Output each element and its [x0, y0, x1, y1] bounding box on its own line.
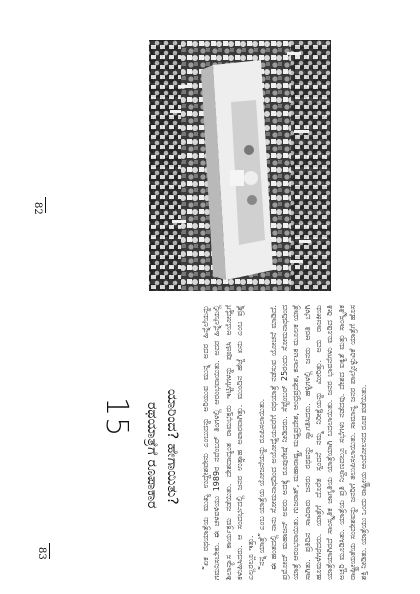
- folio-rule-right: [49, 543, 50, 559]
- chapter-number: 15: [99, 397, 134, 438]
- crowd-photograph: [149, 40, 331, 291]
- chapter-title-line-2: ಯಾರಿಂದ? ಹೇಗಾಯಿತು?: [164, 389, 180, 505]
- chapter-title-line-1: ರಥಯಾತ್ರೆಗೆ ರೂಪಾಕಾರ: [144, 402, 160, 509]
- folio-rule-left: [45, 197, 46, 213]
- chapter-body: [200, 305, 378, 580]
- photo-image: [149, 40, 331, 291]
- page-number-right: 83: [36, 547, 47, 560]
- body-paragraph: “ಏಕ ರಥಯಾತ್ರೆಯ ಮುಖ್ಯ ಉದ್ದೇಶವೇನು ಎಂಬುದನ್ನು ಅರಿಯುವ ಮುನ್ನ ಅದರ ಹಿನ್ನೆಲೆಯನ್ನು ಗಮನಿಸಬೇಕು. ಈ ಚಳವಳಿಯು 1989ರ ನವೆಂಬರ್ ತಿಂಗಳಲ್ಲಿ ಆರಂಭವಾಯಿತು. ಅದರ ಹಿನ್ನೆಲೆಯಲ್ಲಿ ಶಿಲಾನ್ಯಾಸ ಕಾರ್ಯಕ್ರಮ ನಡೆಯಿತು. ದೇಶದಾದ್ಯಂತ ರಾಮಭಕ್ತರು ಇಟ್ಟಿಗೆಗಳನ್ನು ಪೂಜಿಸಿ ಅಯೋಧ್ಯೆಗೆ ಕಳುಹಿಸಿದರು. ಆ ಸಂದರ್ಭದಲ್ಲಿ ಜನರ ಉತ್ಸಾಹ ಅಪಾರವಾಗಿತ್ತು. ಮುಂದಿನ ಹೆಜ್ಜೆ ಏನು ಎಂಬ ಪ್ರಶ್ನೆ ಎಲ್ಲರಲ್ಲೂ ಇತ್ತು.: [201, 305, 256, 580]
- page-number-left: 82: [32, 202, 43, 215]
- body-paragraph: “ನನ್ನ ಯಾತ್ರೆ” ಎಂಬ ಯಾತ್ರೆಯ ಯೋಜನೆಯನ್ನು ರೂಪಿಸಲಾಯಿತು.: [257, 398, 267, 570]
- body-paragraph: ಈ ಹಂತದಲ್ಲಿ ನಾನು ಸೋಮನಾಥದಿಂದ ಅಯೋಧ್ಯೆಯವರೆಗೆ ರಥಯಾತ್ರೆ ನಡೆಸುವ ಯೋಚನೆ ಮಾಡಿದೆ. ಪ್ರಮೋದ್ ಮಹಾಜನ್ ಅವರು ಅದಕ್ಕೆ ರೂಪುರೇಷೆ ನೀಡಿದರು. ಸೆಪ್ಟೆಂಬರ್ 25ರಂದು ಸೋಮನಾಥದಿಂದ ಯಾತ್ರೆ ಆರಂಭವಾಯಿತು. ಗುಜರಾತ್, ಮಹಾರಾಷ್ಟ್ರ, ಮಧ್ಯಪ್ರದೇಶ, ಆಂಧ್ರಪ್ರದೇಶ, ಕರ್ನಾಟಕ ಮೂಲಕ ಯಾತ್ರೆ ಸಾಗಿತು. ಪ್ರತಿದಿನ ಸಾವಿರಾರು ಜನರು ರಥವನ್ನು ಸ್ವಾಗತಿಸಿದರು. ಹಳ್ಳಿಗಳಲ್ಲಿ ಜನರು ಆರತಿ ಬೆಳಗಿ ಹೂಮಳೆಗರೆದರು. ಯಾತ್ರೆಗೆ ದೊರೆತ ಸ್ಪಂದನೆ ನಮ್ಮ ನಿರೀಕ್ಷೆಯನ್ನು ಮೀರಿತ್ತು. ಅದು ರಾಜಕೀಯ ಯಾತ್ರೆಯಾಗಿರದೆ ಸಾಂಸ್ಕೃತಿಕ ಜಾಗೃತಿಯ ಯಾತ್ರೆಯಾಗಿ ಬದಲಾಯಿತು. ಜನರ ಭಾವನೆಗಳು ಮೂಡಿದ ರೀತಿ ಅಚ್ಚರಿ ಮೂಡಿಸಿತು. ಯಾತ್ರೆಯ ಪ್ರತಿ ನಿಲ್ದಾಣದಲ್ಲೂ ಸಭೆಗಳು ನಡೆದವು. ದೇಶದ ಐಕ್ಯತೆ ಮತ್ತು ಸಾಂಸ್ಕೃತಿಕ ರಾಷ್ಟ್ರೀಯತೆಯ ಸಂದೇಶವನ್ನು ಜನರಿಗೆ ತಲುಪಿಸಲಾಯಿತು. ಸಾಮಾನ್ಯ ಜನರ ಪಾಲ್ಗೊಳ್ಳುವಿಕೆ ಯಾತ್ರೆಗೆ ಹೊಸ ಶಕ್ತಿ ನೀಡಿತು. ಯಾತ್ರೆಯು ಒಂದು ರಾಷ್ಟ್ರೀಯ ಆಂದೋಲನದ ರೂಪ ಪಡೆಯಿತು.: [268, 305, 369, 580]
- right-page: [0, 297, 420, 594]
